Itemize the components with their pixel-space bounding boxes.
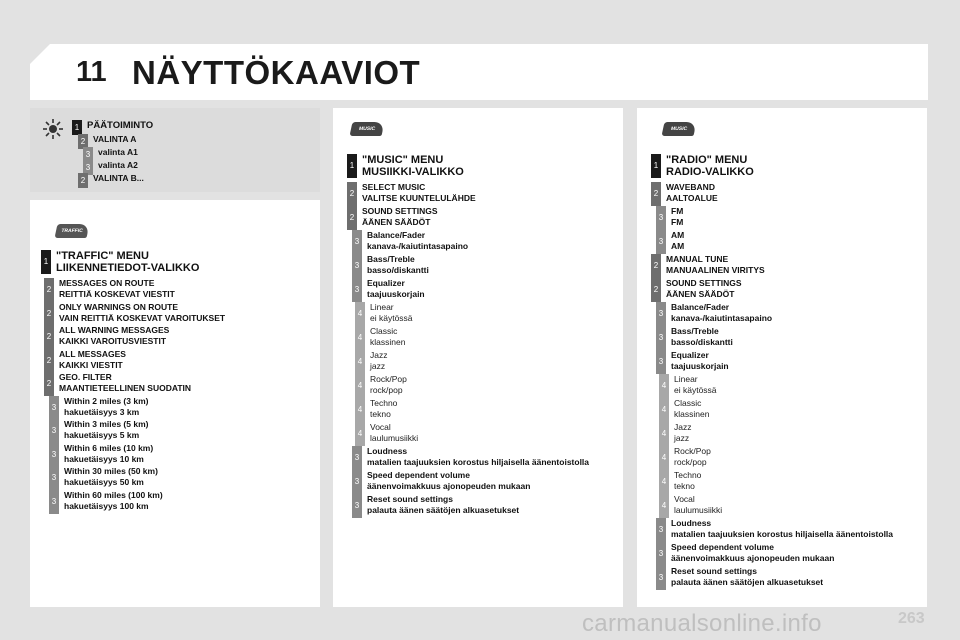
traffic-option-label-fi: REITTIÄ KOSKEVAT VIESTIT: [59, 289, 175, 299]
equalizer-preset: [355, 302, 413, 326]
equalizer-preset-label-fi: jazz: [674, 433, 690, 443]
level-badge: 1: [72, 120, 82, 135]
loudness-option-label: Loudness: [367, 446, 408, 456]
level-badge: 2: [78, 173, 88, 188]
equalizer-preset: [355, 422, 418, 446]
level-badge: 3: [656, 230, 666, 254]
sound-settings-option-label: SOUND SETTINGS: [666, 278, 742, 288]
waveband-option-label-fi: AALTOALUE: [666, 193, 718, 203]
equalizer-preset-label-fi: laulumusiikki: [370, 433, 419, 443]
equalizer-preset-label-fi: ei käytössä: [370, 313, 413, 323]
traffic-option-label: MESSAGES ON ROUTE: [59, 278, 155, 288]
sound-settings-option: [651, 278, 742, 302]
chapter-number: 11: [76, 56, 107, 88]
music-panel: [333, 108, 623, 607]
manual-tune-option: [651, 254, 765, 278]
sound-settings-option: [347, 206, 438, 230]
speed-volume-option: [352, 470, 530, 494]
sound-settings-option-label: SOUND SETTINGS: [362, 206, 438, 216]
distance-option-label: Within 30 miles (50 km): [64, 466, 158, 476]
equalizer-preset: [659, 374, 717, 398]
equalizer-preset: [355, 398, 397, 422]
bass-treble-option-label: Bass/Treble: [367, 254, 415, 264]
reset-sound-option: [656, 566, 823, 590]
radio-panel: [637, 108, 927, 607]
level-badge: 3: [352, 470, 362, 494]
loudness-option: [656, 518, 893, 542]
level-badge: 3: [352, 278, 362, 302]
traffic-option: [44, 325, 169, 349]
equalizer-preset-label-fi: jazz: [370, 361, 386, 371]
distance-option-label-fi: hakuetäisyys 50 km: [64, 477, 144, 487]
level-badge: 3: [49, 396, 59, 420]
distance-option-label-fi: hakuetäisyys 10 km: [64, 453, 144, 464]
level-badge: 3: [656, 350, 666, 374]
equalizer-preset-label-fi: tekno: [370, 409, 391, 419]
level-badge: 1: [347, 154, 357, 178]
bass-treble-option: [656, 326, 733, 350]
am-option-label: AM: [671, 230, 685, 240]
select-music-option: [347, 182, 476, 206]
bass-treble-option: [352, 254, 429, 278]
distance-option-label-fi: hakuetäisyys 3 km: [64, 406, 140, 417]
equalizer-option-label: Equalizer: [671, 350, 709, 360]
traffic-option-label: ALL WARNING MESSAGES: [59, 325, 170, 335]
distance-option: [49, 443, 153, 467]
traffic-option: [44, 278, 175, 302]
traffic-menu-title: "TRAFFIC" MENU: [56, 250, 149, 262]
bass-treble-option-label-fi: basso/diskantti: [671, 337, 733, 347]
legend-item: valinta A2: [98, 160, 138, 170]
equalizer-preset: [659, 422, 691, 446]
level-badge: 2: [44, 325, 54, 349]
traffic-icon: TRAFFIC: [55, 224, 90, 238]
am-option: [656, 230, 684, 254]
level-badge: 2: [44, 302, 54, 326]
balance-option-label-fi: kanava-/kaiutintasapaino: [367, 241, 469, 251]
level-badge: 1: [651, 154, 661, 178]
equalizer-preset-label: Classic: [674, 398, 702, 408]
level-badge: 3: [49, 419, 59, 443]
equalizer-preset-label-fi: rock/pop: [370, 385, 403, 395]
distance-option-label: Within 3 miles (5 km): [64, 419, 149, 429]
legend-item: VALINTA A: [93, 134, 137, 144]
loudness-option-label: Loudness: [671, 518, 712, 528]
bass-treble-option-label-fi: basso/diskantti: [367, 265, 429, 275]
watermark: carmanualsonline.info: [582, 610, 822, 637]
level-badge: 4: [659, 374, 669, 398]
level-badge: 3: [352, 230, 362, 254]
level-badge: 4: [659, 422, 669, 446]
equalizer-preset-label: Rock/Pop: [370, 374, 407, 384]
balance-option-label: Balance/Fader: [671, 302, 730, 312]
level-badge: 3: [352, 446, 362, 470]
equalizer-preset-label: Techno: [674, 470, 702, 480]
music-menu-title-label: "MUSIC" MENU: [362, 154, 444, 166]
level-badge: 2: [44, 349, 54, 373]
distance-option: [49, 419, 148, 443]
equalizer-preset-label: Vocal: [370, 422, 391, 432]
equalizer-preset-label: Classic: [370, 326, 398, 336]
level-badge: 4: [355, 350, 365, 374]
manual-tune-option-label: MANUAL TUNE: [666, 254, 729, 264]
level-badge: 2: [347, 206, 357, 230]
level-badge: 4: [355, 398, 365, 422]
level-badge: 4: [659, 398, 669, 422]
speed-volume-option-label: Speed dependent volume: [671, 542, 774, 552]
reset-sound-option: [352, 494, 519, 518]
reset-sound-option-label-fi: palauta äänen säätöjen alkuasetukset: [367, 505, 520, 515]
level-badge: 3: [656, 518, 666, 542]
equalizer-preset-label-fi: klassinen: [370, 337, 406, 347]
balance-option: [352, 230, 468, 254]
sound-settings-option-label-fi: ÄÄNEN SÄÄDÖT: [362, 217, 431, 227]
equalizer-preset-label-fi: tekno: [674, 481, 695, 491]
music-menu-title: [347, 154, 464, 178]
speed-volume-option-label-fi: äänenvoimakkuus ajonopeuden mukaan: [671, 553, 835, 563]
reset-sound-option-label: Reset sound settings: [367, 494, 453, 504]
traffic-menu-title-fi: LIIKENNETIEDOT-VALIKKO: [56, 262, 200, 274]
speed-volume-option-label: Speed dependent volume: [367, 470, 470, 480]
equalizer-preset-label: Linear: [370, 302, 394, 312]
equalizer-preset-label: Techno: [370, 398, 398, 408]
radio-icon: MUSIC: [662, 122, 697, 136]
fm-option-label-fi: FM: [671, 217, 684, 227]
equalizer-preset-label: Rock/Pop: [674, 446, 711, 456]
legend-item: VALINTA B...: [93, 173, 144, 183]
level-badge: 2: [651, 278, 661, 302]
level-badge: 3: [352, 254, 362, 278]
speed-volume-option-label-fi: äänenvoimakkuus ajonopeuden mukaan: [367, 481, 531, 491]
main-functions-title: PÄÄTOIMINTO: [87, 120, 154, 131]
distance-option: [49, 490, 163, 514]
equalizer-preset-label-fi: ei käytössä: [674, 385, 717, 395]
equalizer-preset: [355, 350, 387, 374]
level-badge: 3: [49, 490, 59, 514]
traffic-option-label-fi: VAIN REITTIÄ KOSKEVAT VAROITUKSET: [59, 312, 226, 323]
equalizer-preset: [355, 326, 405, 350]
distance-option-label-fi: hakuetäisyys 100 km: [64, 500, 149, 511]
level-badge: 2: [347, 182, 357, 206]
balance-option-label-fi: kanava-/kaiutintasapaino: [671, 313, 773, 323]
level-badge: 4: [659, 446, 669, 470]
equalizer-option-label-fi: taajuuskorjain: [671, 361, 729, 371]
waveband-option-label: WAVEBAND: [666, 182, 715, 192]
equalizer-option-label: Equalizer: [367, 278, 405, 288]
equalizer-option-label-fi: taajuuskorjain: [367, 289, 425, 299]
equalizer-preset: [355, 374, 407, 398]
equalizer-preset: [659, 470, 701, 494]
level-badge: 3: [83, 147, 93, 162]
level-badge: 2: [651, 182, 661, 206]
equalizer-preset-label: Jazz: [370, 350, 388, 360]
level-badge: 2: [78, 134, 88, 149]
traffic-option: [44, 302, 225, 326]
traffic-option-label: ALL MESSAGES: [59, 348, 126, 359]
speed-volume-option: [656, 542, 834, 566]
loudness-option-label-fi: matalien taajuuksien korostus hiljaisella äänentoistolla: [367, 457, 590, 467]
traffic-panel: [30, 200, 320, 607]
level-badge: 2: [44, 278, 54, 302]
distance-option-label-fi: hakuetäisyys 5 km: [64, 430, 140, 440]
level-badge: 2: [651, 254, 661, 278]
level-badge: 4: [355, 374, 365, 398]
distance-option: [49, 466, 158, 490]
music-menu-title-label-fi: MUSIIKKI-VALIKKO: [362, 166, 464, 178]
traffic-option-label-fi: KAIKKI VAROITUSVIESTIT: [59, 336, 167, 346]
equalizer-preset-label-fi: klassinen: [674, 409, 710, 419]
page-title: NÄYTTÖKAAVIOT: [132, 54, 421, 91]
music-icon: MUSIC: [350, 122, 385, 136]
level-badge: 3: [656, 566, 666, 590]
page-number: 263: [898, 610, 925, 627]
equalizer-preset-label: Vocal: [674, 494, 695, 504]
distance-option-label: Within 6 miles (10 km): [64, 442, 154, 453]
traffic-option-label: GEO. FILTER: [59, 372, 112, 382]
equalizer-option: [352, 278, 425, 302]
equalizer-preset-label-fi: laulumusiikki: [674, 505, 723, 515]
loudness-option-label-fi: matalien taajuuksien korostus hiljaisella äänentoistolla: [671, 529, 894, 539]
equalizer-preset-label: Linear: [674, 374, 698, 384]
level-badge: 3: [352, 494, 362, 518]
distance-option-label: Within 60 miles (100 km): [64, 489, 163, 500]
level-badge: 3: [49, 443, 59, 467]
level-badge: 1: [41, 250, 51, 274]
traffic-option: [44, 372, 191, 396]
traffic-option-label-fi: KAIKKI VIESTIT: [59, 359, 123, 370]
radio-menu-title-label-fi: RADIO-VALIKKO: [666, 166, 754, 178]
am-option-label-fi: AM: [671, 241, 685, 251]
level-badge: 3: [656, 542, 666, 566]
waveband-option: [651, 182, 718, 206]
equalizer-preset-label: Jazz: [674, 422, 692, 432]
bass-treble-option-label: Bass/Treble: [671, 326, 719, 336]
radio-menu-title: [651, 154, 754, 178]
manual-tune-option-label-fi: MANUAALINEN VIRITYS: [666, 265, 765, 275]
main-functions-panel: [30, 108, 320, 192]
legend-item: valinta A1: [98, 147, 138, 157]
level-badge: 4: [355, 302, 365, 326]
equalizer-option: [656, 350, 729, 374]
level-badge: 2: [44, 372, 54, 396]
level-badge: 3: [83, 160, 93, 175]
equalizer-preset: [659, 398, 709, 422]
sun-icon: [42, 118, 64, 140]
radio-menu-title-label: "RADIO" MENU: [666, 154, 748, 166]
fm-option-label: FM: [671, 206, 684, 216]
reset-sound-option-label-fi: palauta äänen säätöjen alkuasetukset: [671, 577, 824, 587]
select-music-option-label: SELECT MUSIC: [362, 182, 426, 192]
level-badge: 4: [659, 494, 669, 518]
traffic-option: [44, 349, 126, 373]
level-badge: 4: [659, 470, 669, 494]
equalizer-preset: [659, 446, 711, 470]
fm-option: [656, 206, 683, 230]
traffic-option-label: ONLY WARNINGS ON ROUTE: [59, 301, 179, 312]
level-badge: 4: [355, 422, 365, 446]
level-badge: 3: [656, 302, 666, 326]
distance-option-label: Within 2 miles (3 km): [64, 395, 149, 406]
loudness-option: [352, 446, 589, 470]
level-badge: 3: [49, 466, 59, 490]
traffic-option-label-fi: MAANTIETEELLINEN SUODATIN: [59, 383, 192, 393]
reset-sound-option-label: Reset sound settings: [671, 566, 757, 576]
level-badge: 3: [656, 206, 666, 230]
sound-settings-option-label-fi: ÄÄNEN SÄÄDÖT: [666, 289, 735, 299]
level-badge: 4: [355, 326, 365, 350]
equalizer-preset-label-fi: rock/pop: [674, 457, 707, 467]
distance-option: [49, 396, 148, 420]
equalizer-preset: [659, 494, 722, 518]
balance-option-label: Balance/Fader: [367, 230, 426, 240]
select-music-option-label-fi: VALITSE KUUNTELULÄHDE: [362, 193, 476, 203]
balance-option: [656, 302, 772, 326]
level-badge: 3: [656, 326, 666, 350]
